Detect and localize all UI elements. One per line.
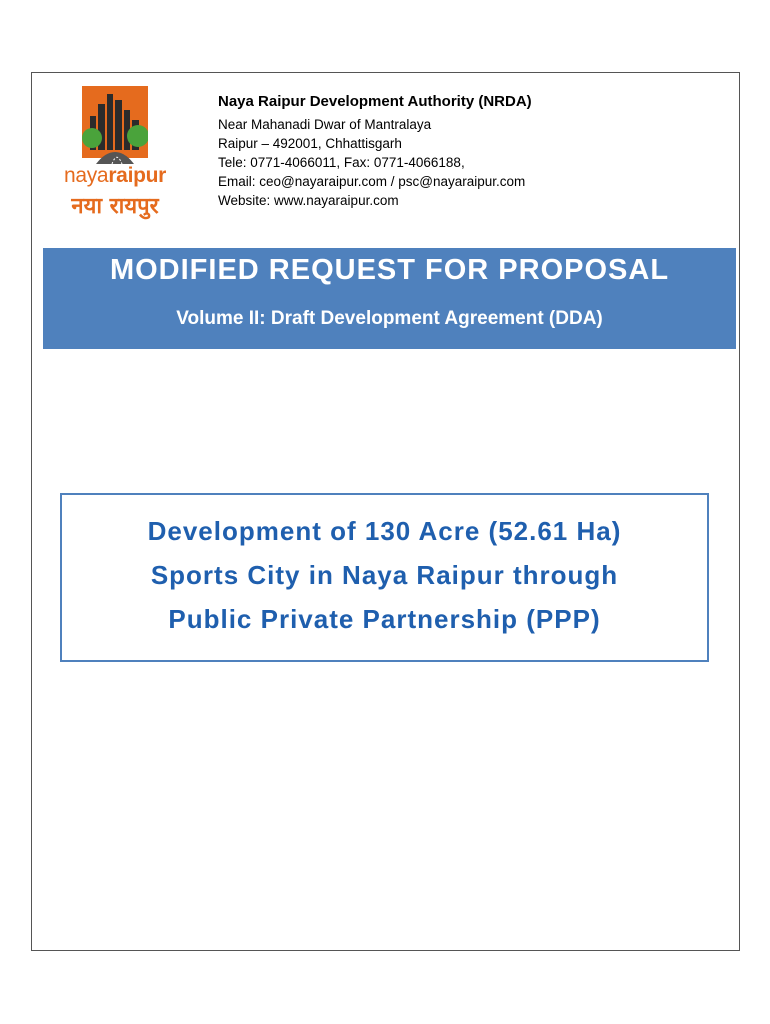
project-title-line-3: Public Private Partnership (PPP) [168, 604, 601, 634]
city-skyline-icon [82, 86, 148, 166]
website: Website: www.nayaraipur.com [218, 193, 399, 208]
logo-wordmark-hindi: नया रायपुर [71, 194, 159, 219]
organization-contact [218, 92, 698, 210]
title-banner [43, 248, 736, 349]
project-title-line-1: Development of 130 Acre (52.61 Ha) [147, 516, 622, 546]
address-line-2: Raipur – 492001, Chhattisgarh [218, 136, 402, 151]
document-title: MODIFIED REQUEST FOR PROPOSAL [109, 254, 670, 286]
organization-name: Naya Raipur Development Authority (NRDA) [218, 93, 532, 110]
logo-wordmark-english: nayaraipur [63, 164, 167, 187]
project-title-box [60, 493, 709, 662]
nayaraipur-logo [52, 86, 178, 226]
email: Email: ceo@nayaraipur.com / psc@nayaraipur.com [218, 174, 526, 189]
address-line-1: Near Mahanadi Dwar of Mantralaya [218, 117, 432, 132]
phone-fax: Tele: 0771-4066011, Fax: 0771-4066188, [218, 155, 465, 170]
project-title-line-2: Sports City in Naya Raipur through [150, 560, 619, 590]
project-title [62, 509, 707, 641]
document-subtitle: Volume II: Draft Development Agreement (DDA) [176, 308, 603, 329]
